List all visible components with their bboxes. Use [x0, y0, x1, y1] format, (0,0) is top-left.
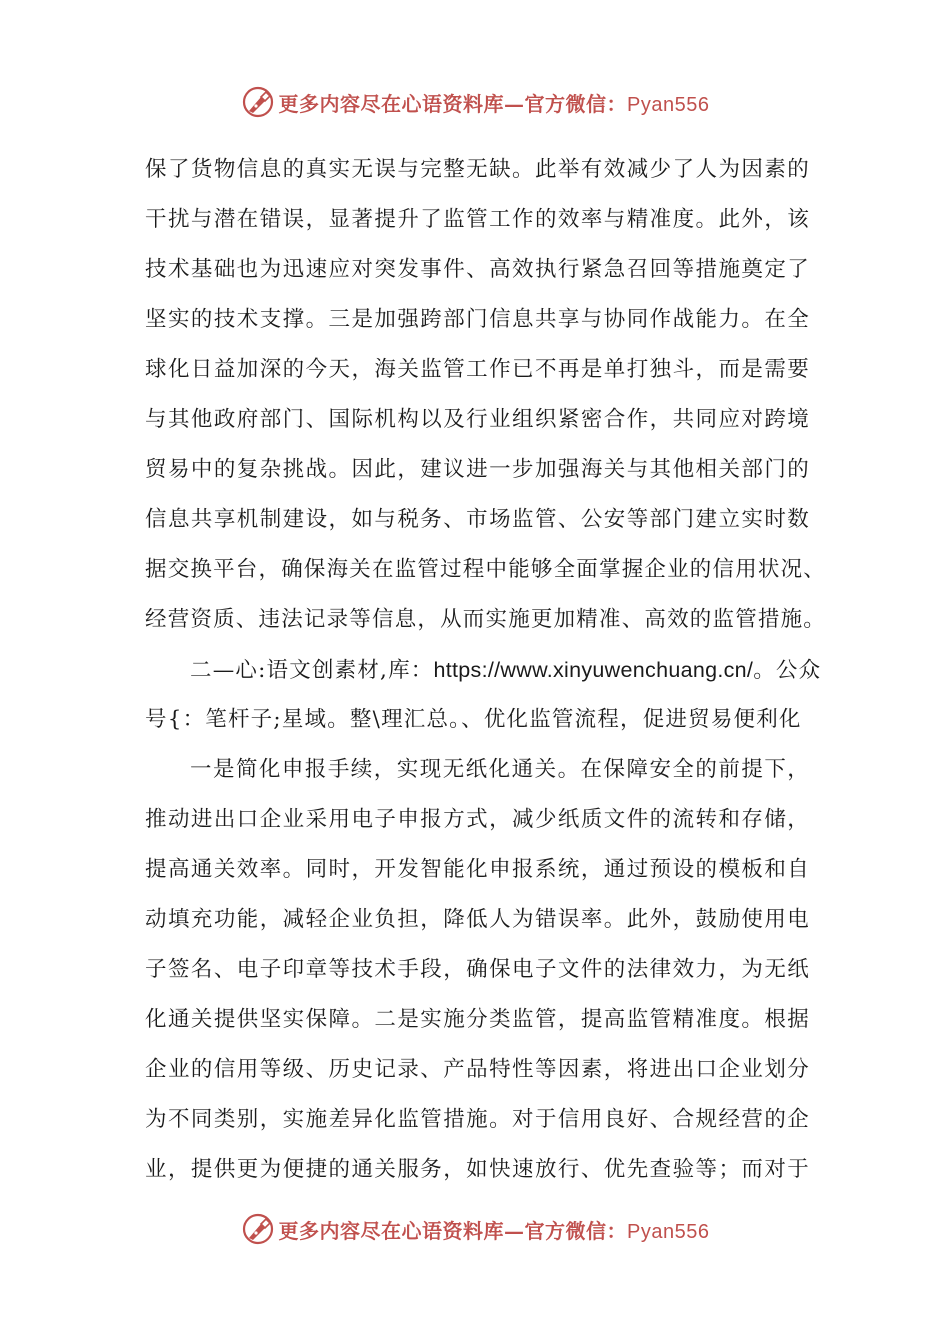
pen-nib-logo-icon [241, 1212, 275, 1246]
section-heading-line: 二—心:语文创素材,库：https://www.xinyuwenchuang.cn/。公众 [190, 658, 822, 683]
section-heading-line-2: 号{：笔杆子;星域。整\理汇总。、优化监管流程，促进贸易便利化 [145, 707, 802, 732]
pen-nib-logo-icon [241, 85, 275, 119]
header-banner [0, 82, 950, 122]
text-line: 企业的信用等级、历史记录、产品特性等因素，将进出口企业划分 [145, 1057, 810, 1082]
text-line: 技术基础也为迅速应对突发事件、高效执行紧急召回等措施奠定了 [145, 257, 810, 282]
text-line: 据交换平台，确保海关在监管过程中能够全面掌握企业的信用状况、 [145, 557, 827, 582]
text-line: 推动进出口企业采用电子申报方式，减少纸质文件的流转和存储， [145, 807, 810, 832]
text-line: 化通关提供坚实保障。二是实施分类监管，提高监管精准度。根据 [145, 1007, 810, 1032]
text-line: 球化日益加深的今天，海关监管工作已不再是单打独斗，而是需要 [145, 357, 810, 382]
text-line: 动填充功能，减轻企业负担，降低人为错误率。此外，鼓励使用电 [145, 907, 810, 932]
header-banner-text: 更多内容尽在心语资料库—官方微信：Pyan556 [278, 91, 710, 116]
text-line: 信息共享机制建设，如与税务、市场监管、公安等部门建立实时数 [145, 507, 810, 532]
text-line: 一是简化申报手续，实现无纸化通关。在保障安全的前提下， [190, 757, 810, 782]
document-body [145, 152, 827, 1202]
text-line: 业，提供更为便捷的通关服务，如快速放行、优先查验等；而对于 [145, 1157, 810, 1182]
text-line: 经营资质、违法记录等信息，从而实施更加精准、高效的监管措施。 [145, 607, 827, 632]
source-url: https://www.xinyuwenchuang.cn/ [433, 658, 754, 682]
text-line: 干扰与潜在错误，显著提升了监管工作的效率与精准度。此外，该 [145, 207, 810, 232]
footer-banner [0, 1209, 950, 1249]
text-line: 为不同类别，实施差异化监管措施。对于信用良好、合规经营的企 [145, 1107, 810, 1132]
text-line: 坚实的技术支撑。三是加强跨部门信息共享与协同作战能力。在全 [145, 307, 810, 332]
text-line: 贸易中的复杂挑战。因此，建议进一步加强海关与其他相关部门的 [145, 457, 810, 482]
text-line: 与其他政府部门、国际机构以及行业组织紧密合作，共同应对跨境 [145, 407, 810, 432]
footer-banner-text: 更多内容尽在心语资料库—官方微信：Pyan556 [278, 1218, 710, 1243]
text-line: 子签名、电子印章等技术手段，确保电子文件的法律效力，为无纸 [145, 957, 810, 982]
text-line: 提高通关效率。同时，开发智能化申报系统，通过预设的模板和自 [145, 857, 810, 882]
text-line: 保了货物信息的真实无误与完整无缺。此举有效减少了人为因素的 [145, 157, 810, 182]
